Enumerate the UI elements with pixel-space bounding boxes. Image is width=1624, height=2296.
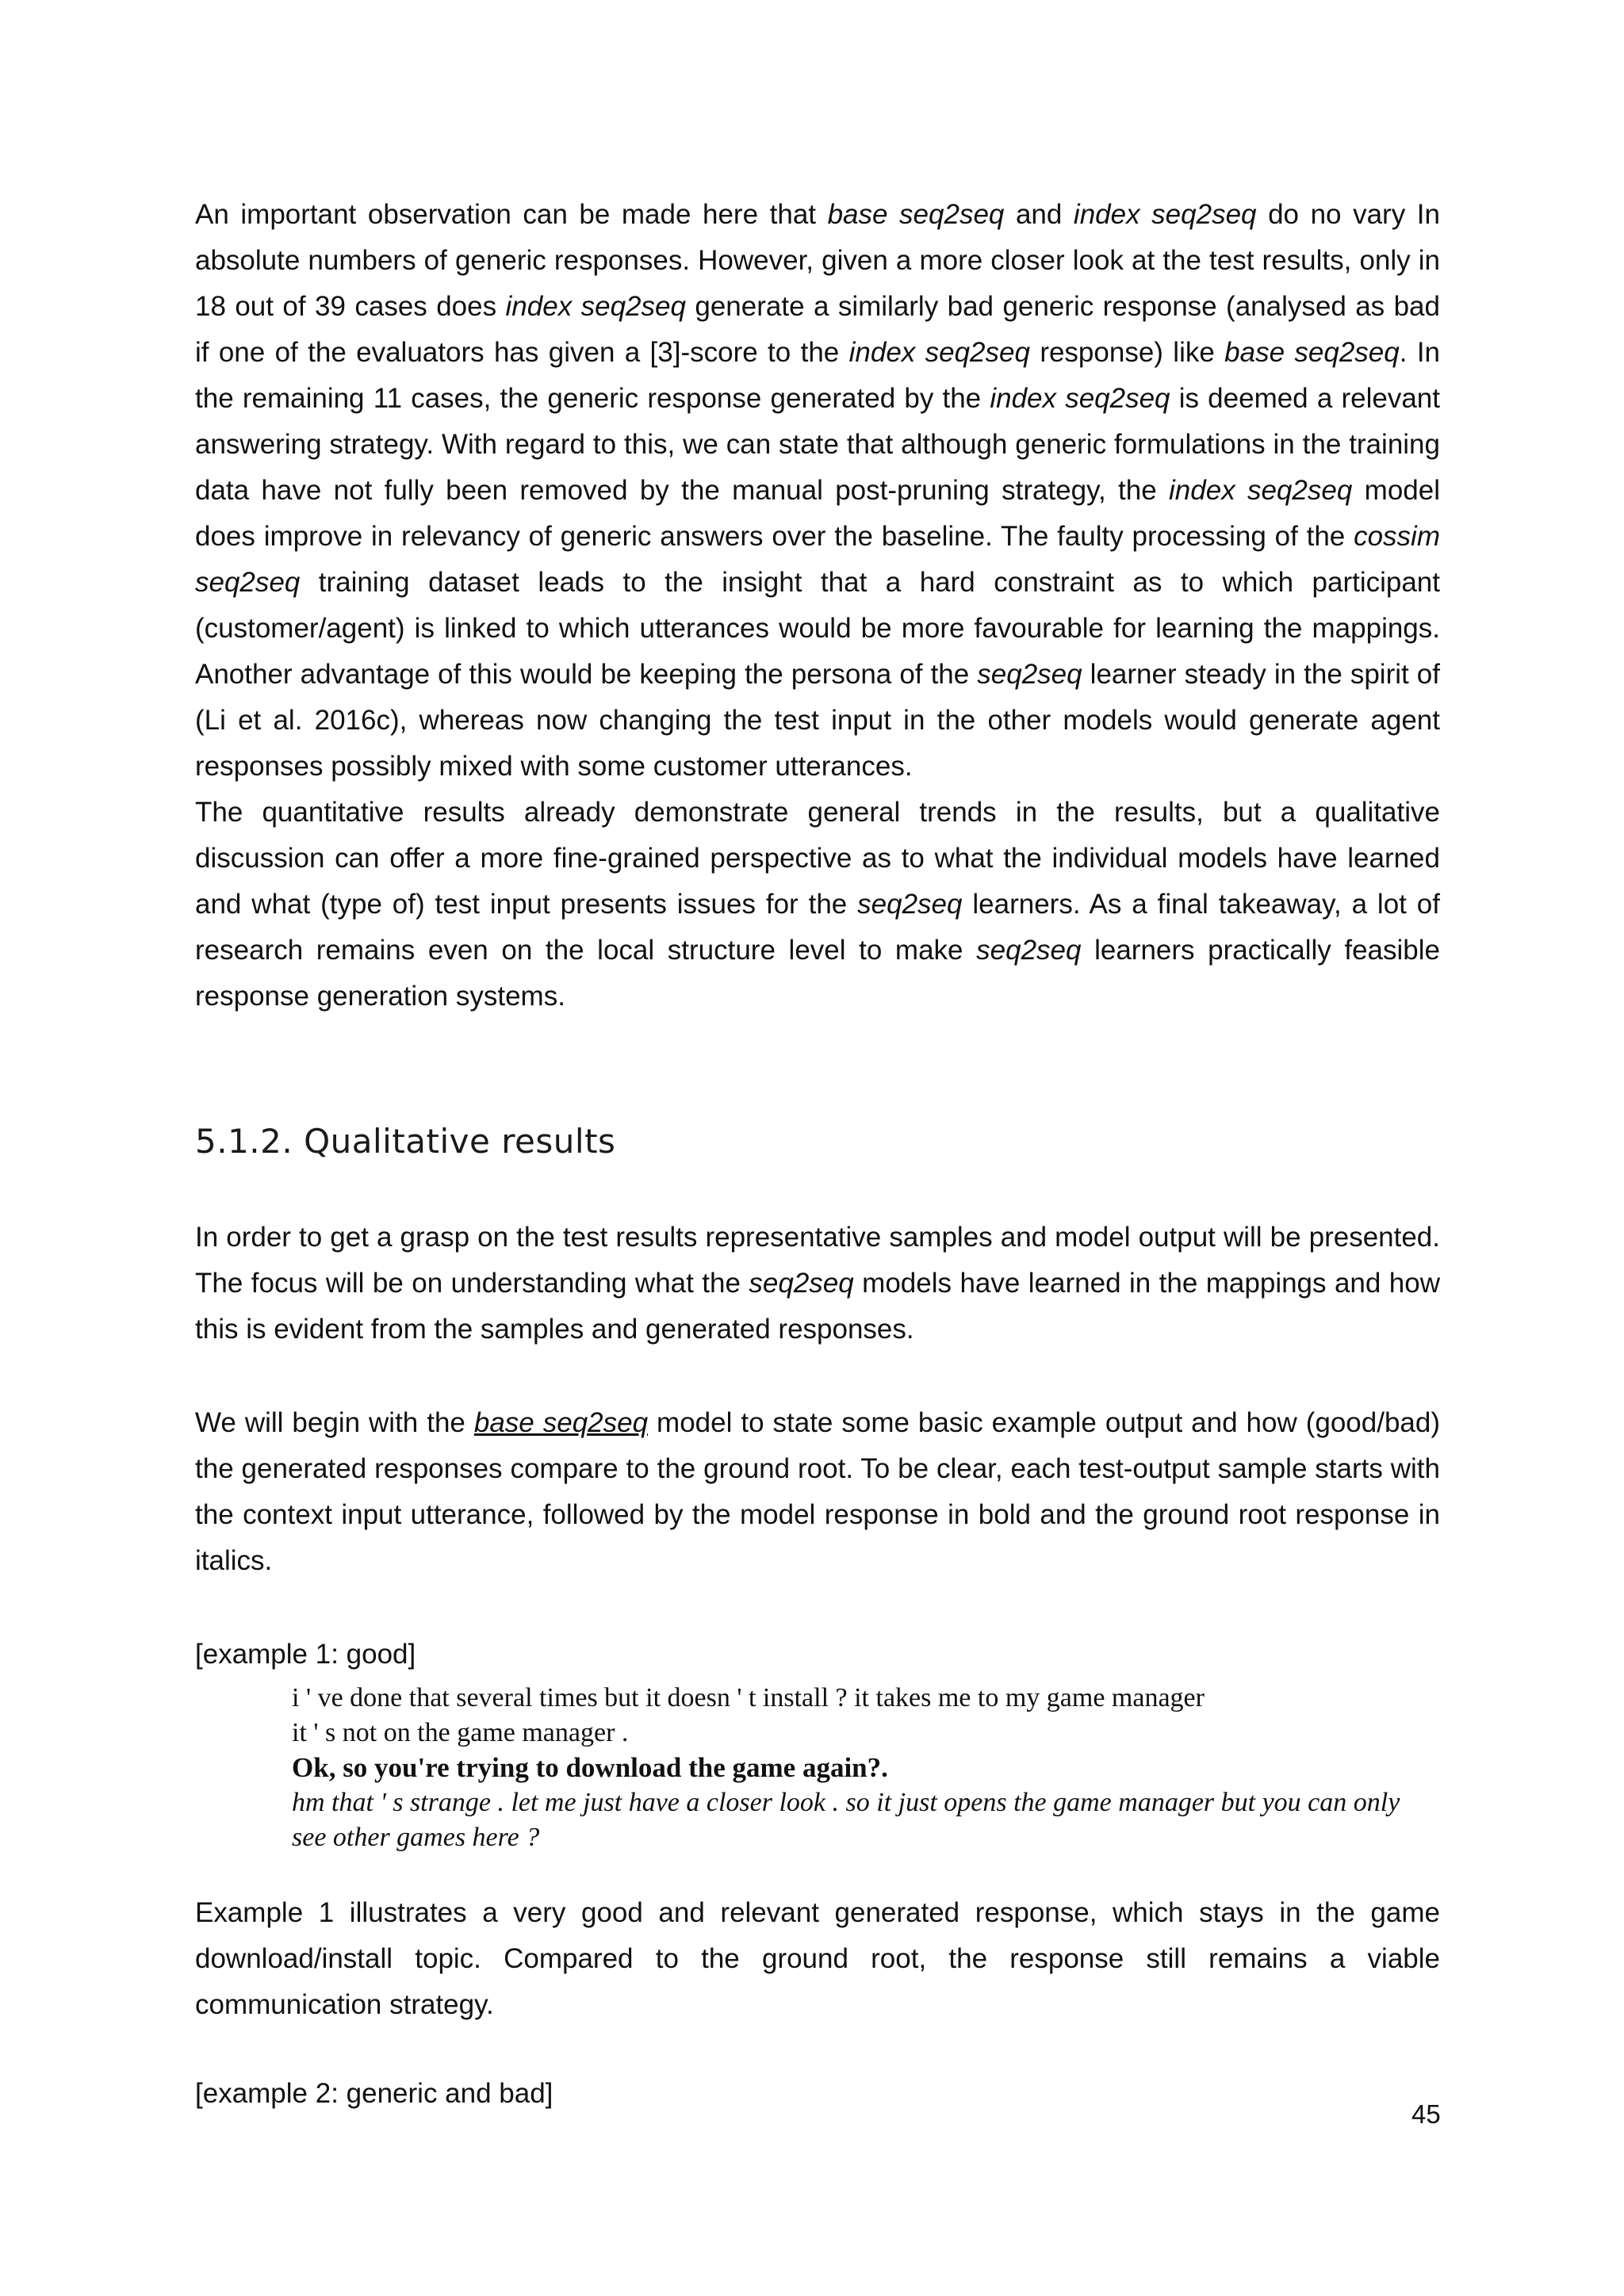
page-number: 45 bbox=[1411, 2099, 1441, 2129]
paragraph-text: An important observation can be made here that base seq2seq and index seq2seq do no vary In absolute numbers of generic responses. However, given a more closer look at the test results, only in 18 out of 39 cases does index seq2seq generate a similarly bad generic response (analysed as bad if one of the evaluators has given a [3]-score to the index seq2seq response) like base seq2seq. In the remaining 11 cases, the generic response generated by the index seq2seq is deemed a relevant answering strategy. With regard to this, we can state that although generic formulations in the training data have not fully been removed by the manual post-pruning strategy, the index seq2seq model does improve in relevancy of generic answers over the baseline. The faulty processing of the cossim seq2seq training dataset leads to the insight that a hard constraint as to which participant (customer/agent) is linked to which utterances would be more favourable for learning the mappings. Another advantage of this would be keeping the persona of the seq2seq learner steady in the spirit of (Li et al. 2016c), whereas now changing the test input in the other models would generate agent responses possibly mixed with some customer utterances. bbox=[195, 199, 1441, 782]
example-2-label: [example 2: generic and bad] bbox=[195, 2078, 553, 2109]
example-1-label: [example 1: good] bbox=[195, 1639, 416, 1670]
paragraph-quantitative-summary: The quantitative results already demonstrate general trends in the results, but a qualitative discussion can offer a more fine-grained perspective as to what the individual models have learned and what (type of) test input presents issues for the seq2seq learners. As a final takeaway, a lot of research remains even on the local structure level to make seq2seq learners practically feasible response generation systems. bbox=[195, 797, 1440, 1012]
example-1-sample bbox=[292, 1681, 1426, 1855]
section-heading: 5.1.2. Qualitative results bbox=[195, 1122, 616, 1161]
context-utterance: i ' ve done that several times but it doesn ' t install ? it takes me to my game manager bbox=[292, 1683, 1205, 1712]
context-utterance: it ' s not on the game manager . bbox=[292, 1718, 629, 1747]
paragraph-qualitative-intro bbox=[195, 1215, 1440, 1353]
paragraph-text: We will begin with the base seq2seq model to state some basic example output and how (good/bad) the generated responses compare to the ground root. To be clear, each test-output sample starts with the context input utterance, followed by the model response in bold and the ground root response in italics. bbox=[195, 1407, 1440, 1576]
model-response: Ok, so you're trying to download the game again?. bbox=[292, 1752, 888, 1783]
paragraph-text: Example 1 illustrates a very good and relevant generated response, which stays in the game download/install topic. Compared to the ground root, the response still remains a viable communication strategy. bbox=[195, 1897, 1440, 2020]
paragraph-base-model-intro bbox=[195, 1400, 1440, 1584]
ground-truth-response: hm that ' s strange . let me just have a closer look . so it just opens the game manager but you can only see other games here ? bbox=[292, 1788, 1400, 1852]
paragraph-example-1-discussion bbox=[195, 1890, 1440, 2028]
paragraph-text: In order to get a grasp on the test results representative samples and model output will be presented. The focus will be on understanding what the seq2seq models have learned in the mappings and how this is evident from the samples and generated responses. bbox=[195, 1222, 1441, 1345]
paragraph-generic-responses bbox=[195, 192, 1440, 1020]
